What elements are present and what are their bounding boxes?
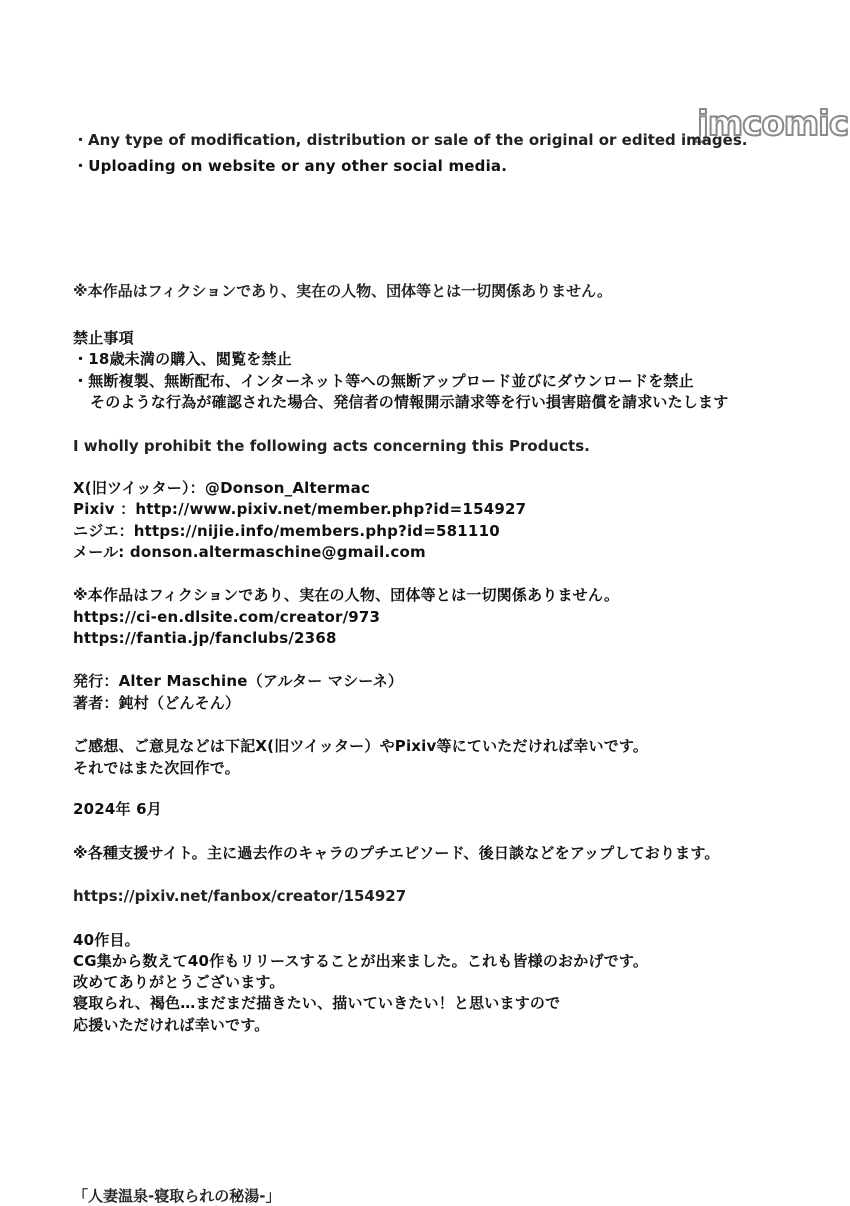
text-line: ・無断複製、無断配布、インターネット等への無断アップロード並びにダウンロードを禁止 — [73, 372, 694, 390]
text-line: 応援いただければ幸いです。 — [73, 1016, 270, 1034]
watermark-logo: jmcomic — [697, 104, 848, 144]
text-line: ご感想、ご意見などは下記X(旧ツイッター）やPixiv等にていただければ幸いです。 — [73, 737, 649, 755]
cut-line-top — [73, 131, 748, 150]
cut-line-fanbox — [73, 886, 407, 905]
text-line: 40作目。 — [73, 931, 140, 949]
text-line: ※本作品はフィクションであり、実在の人物、団体等とは一切関係ありません。 — [73, 586, 620, 604]
text-line: https://ci-en.dlsite.com/creator/973 — [73, 608, 381, 626]
text-line: ・18歳未満の購入、閲覧を禁止 — [73, 350, 292, 368]
cut-line-fanbox-text: https://pixiv.net/fanbox/creator/154927 — [73, 887, 407, 905]
text-line: CG集から数えて40作もリリースすることが出来ました。これも皆様のおかげです。 — [73, 952, 649, 970]
text-line: ニジエ：https://nijie.info/members.php?id=581110 — [73, 522, 500, 540]
text-line: ・Uploading on website or any other social media. — [73, 157, 508, 175]
text-line: 改めてありがとうございます。 — [73, 973, 285, 991]
text-line: そのような行為が確認された場合、発信者の情報開示請求等を行い損害賠償を請求いたします — [90, 393, 729, 411]
cut-line-prohibit-text: I wholly prohibit the following acts concerning this Products. — [73, 437, 590, 455]
text-line: X(旧ツイッター）：@Donson_Altermac — [73, 479, 371, 497]
text-line: 発行：Alter Maschine（アルター マシーネ） — [73, 672, 404, 690]
text-line: ※各種支援サイト。主に過去作のキャラのプチエピソード、後日談などをアップしております。 — [73, 844, 720, 862]
cut-line-prohibit — [73, 436, 590, 455]
date-line: 2024年 6月 — [73, 800, 163, 818]
cut-line-mid-text: ※本作品はフィクションであり、実在の人物、団体等とは一切関係ありません。 — [73, 282, 612, 300]
cut-line-title — [73, 1186, 281, 1205]
text-line: 著者：鈍村（どんそん） — [73, 694, 241, 712]
cut-line-mid — [73, 282, 612, 301]
cut-line-top-text: ・Any type of modification, distribution or sale of the original or edited images. — [73, 131, 748, 149]
text-line: 寝取られ、褐色…まだまだ描きたい、描いていきたい！と思いますので — [73, 994, 561, 1012]
text-line: それではまた次回作で。 — [73, 759, 240, 777]
cut-line-title-text: 「人妻温泉-寝取られの秘湯-」 — [73, 1187, 281, 1205]
text-line: Pixiv ：http://www.pixiv.net/member.php?id=154927 — [73, 500, 527, 518]
text-line: https://fantia.jp/fanclubs/2368 — [73, 629, 337, 647]
section-heading: 禁止事項 — [73, 329, 134, 347]
text-line: メール: donson.altermaschine@gmail.com — [73, 543, 426, 561]
